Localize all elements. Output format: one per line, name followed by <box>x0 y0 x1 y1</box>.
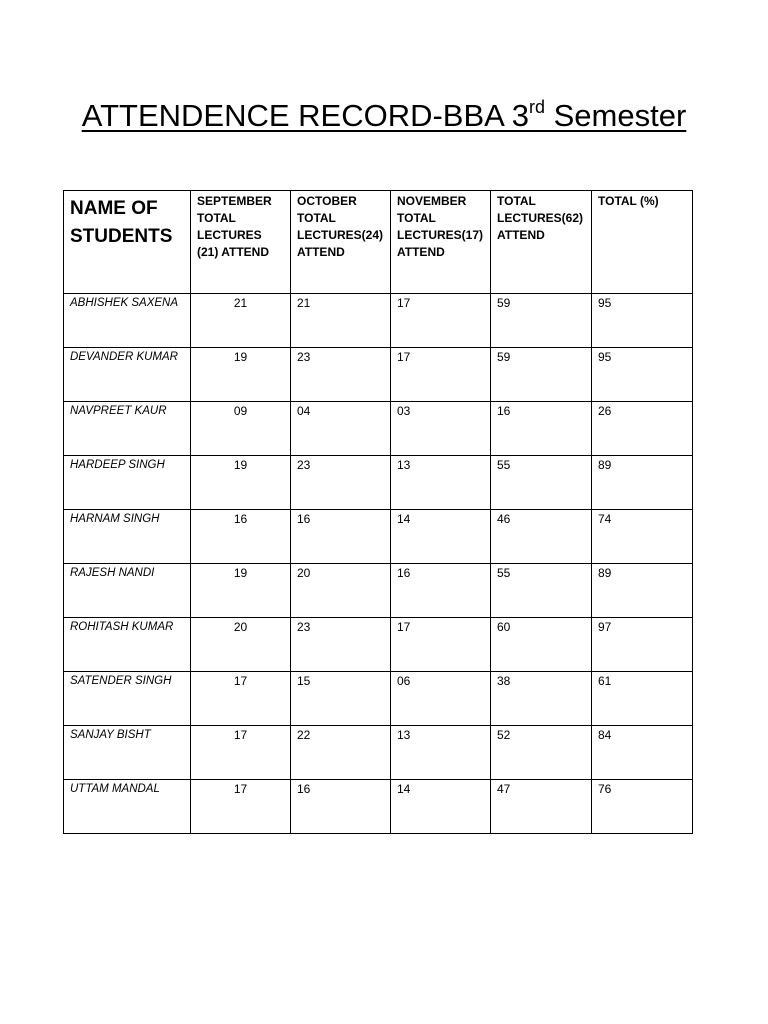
header-november <box>391 191 491 294</box>
total-attend-cell: 59 <box>491 348 592 402</box>
table-row <box>64 348 693 402</box>
total-attend-cell: 55 <box>491 564 592 618</box>
october-attend-cell: 22 <box>291 726 391 780</box>
title-superscript: rd <box>528 97 545 117</box>
table-row <box>64 294 693 348</box>
table-row <box>64 618 693 672</box>
total-attend-cell: 38 <box>491 672 592 726</box>
october-attend-cell: 23 <box>291 348 391 402</box>
total-percent-cell: 61 <box>592 672 693 726</box>
student-name-cell: SATENDER SINGH <box>64 672 191 726</box>
september-attend-cell: 17 <box>191 672 291 726</box>
student-name-cell: RAJESH NANDI <box>64 564 191 618</box>
header-label: TOTAL (%) <box>598 194 659 208</box>
october-attend-cell: 20 <box>291 564 391 618</box>
total-attend-cell: 52 <box>491 726 592 780</box>
student-name-cell: HARDEEP SINGH <box>64 456 191 510</box>
table-row <box>64 402 693 456</box>
september-attend-cell: 20 <box>191 618 291 672</box>
november-attend-cell: 17 <box>391 348 491 402</box>
student-name-cell: NAVPREET KAUR <box>64 402 191 456</box>
header-label: TOTAL LECTURES(62) ATTEND <box>497 194 584 242</box>
october-attend-cell: 16 <box>291 510 391 564</box>
header-total-percent <box>592 191 693 294</box>
total-percent-cell: 95 <box>592 348 693 402</box>
september-attend-cell: 21 <box>191 294 291 348</box>
total-attend-cell: 47 <box>491 780 592 834</box>
student-name-cell: ROHITASH KUMAR <box>64 618 191 672</box>
table-row <box>64 726 693 780</box>
november-attend-cell: 13 <box>391 456 491 510</box>
september-attend-cell: 19 <box>191 348 291 402</box>
header-september <box>191 191 291 294</box>
total-attend-cell: 60 <box>491 618 592 672</box>
table-row <box>64 510 693 564</box>
september-attend-cell: 17 <box>191 780 291 834</box>
header-total-lectures <box>491 191 592 294</box>
november-attend-cell: 03 <box>391 402 491 456</box>
november-attend-cell: 14 <box>391 510 491 564</box>
november-attend-cell: 16 <box>391 564 491 618</box>
total-percent-cell: 89 <box>592 564 693 618</box>
october-attend-cell: 23 <box>291 618 391 672</box>
november-attend-cell: 17 <box>391 618 491 672</box>
october-attend-cell: 16 <box>291 780 391 834</box>
attendance-table <box>63 190 693 834</box>
total-percent-cell: 74 <box>592 510 693 564</box>
october-attend-cell: 04 <box>291 402 391 456</box>
table-row <box>64 564 693 618</box>
header-label: OCTOBER TOTAL LECTURES(24) ATTEND <box>297 194 384 259</box>
header-label: NAME OF STUDENTS <box>70 198 173 247</box>
september-attend-cell: 17 <box>191 726 291 780</box>
total-attend-cell: 59 <box>491 294 592 348</box>
table-row <box>64 672 693 726</box>
table-row <box>64 456 693 510</box>
total-percent-cell: 89 <box>592 456 693 510</box>
header-october <box>291 191 391 294</box>
september-attend-cell: 19 <box>191 456 291 510</box>
total-attend-cell: 55 <box>491 456 592 510</box>
november-attend-cell: 17 <box>391 294 491 348</box>
student-name-cell: ABHISHEK SAXENA <box>64 294 191 348</box>
october-attend-cell: 21 <box>291 294 391 348</box>
total-percent-cell: 84 <box>592 726 693 780</box>
header-label: SEPTEMBER TOTAL LECTURES (21) ATTEND <box>197 194 272 259</box>
header-label: NOVEMBER TOTAL LECTURES(17) ATTEND <box>397 194 484 259</box>
total-percent-cell: 26 <box>592 402 693 456</box>
table-row <box>64 780 693 834</box>
total-percent-cell: 97 <box>592 618 693 672</box>
november-attend-cell: 13 <box>391 726 491 780</box>
total-attend-cell: 16 <box>491 402 592 456</box>
header-name-of-students <box>64 191 191 294</box>
september-attend-cell: 09 <box>191 402 291 456</box>
title-main: ATTENDENCE RECORD-BBA 3 <box>81 98 529 133</box>
october-attend-cell: 15 <box>291 672 391 726</box>
september-attend-cell: 16 <box>191 510 291 564</box>
september-attend-cell: 19 <box>191 564 291 618</box>
table-header-row <box>64 191 693 294</box>
october-attend-cell: 23 <box>291 456 391 510</box>
student-name-cell: UTTAM MANDAL <box>64 780 191 834</box>
page-title-text <box>82 98 687 133</box>
total-percent-cell: 76 <box>592 780 693 834</box>
student-name-cell: HARNAM SINGH <box>64 510 191 564</box>
title-suffix: Semester <box>545 98 687 133</box>
total-percent-cell: 95 <box>592 294 693 348</box>
student-name-cell: SANJAY BISHT <box>64 726 191 780</box>
total-attend-cell: 46 <box>491 510 592 564</box>
november-attend-cell: 14 <box>391 780 491 834</box>
november-attend-cell: 06 <box>391 672 491 726</box>
page-title <box>0 96 768 136</box>
student-name-cell: DEVANDER KUMAR <box>64 348 191 402</box>
